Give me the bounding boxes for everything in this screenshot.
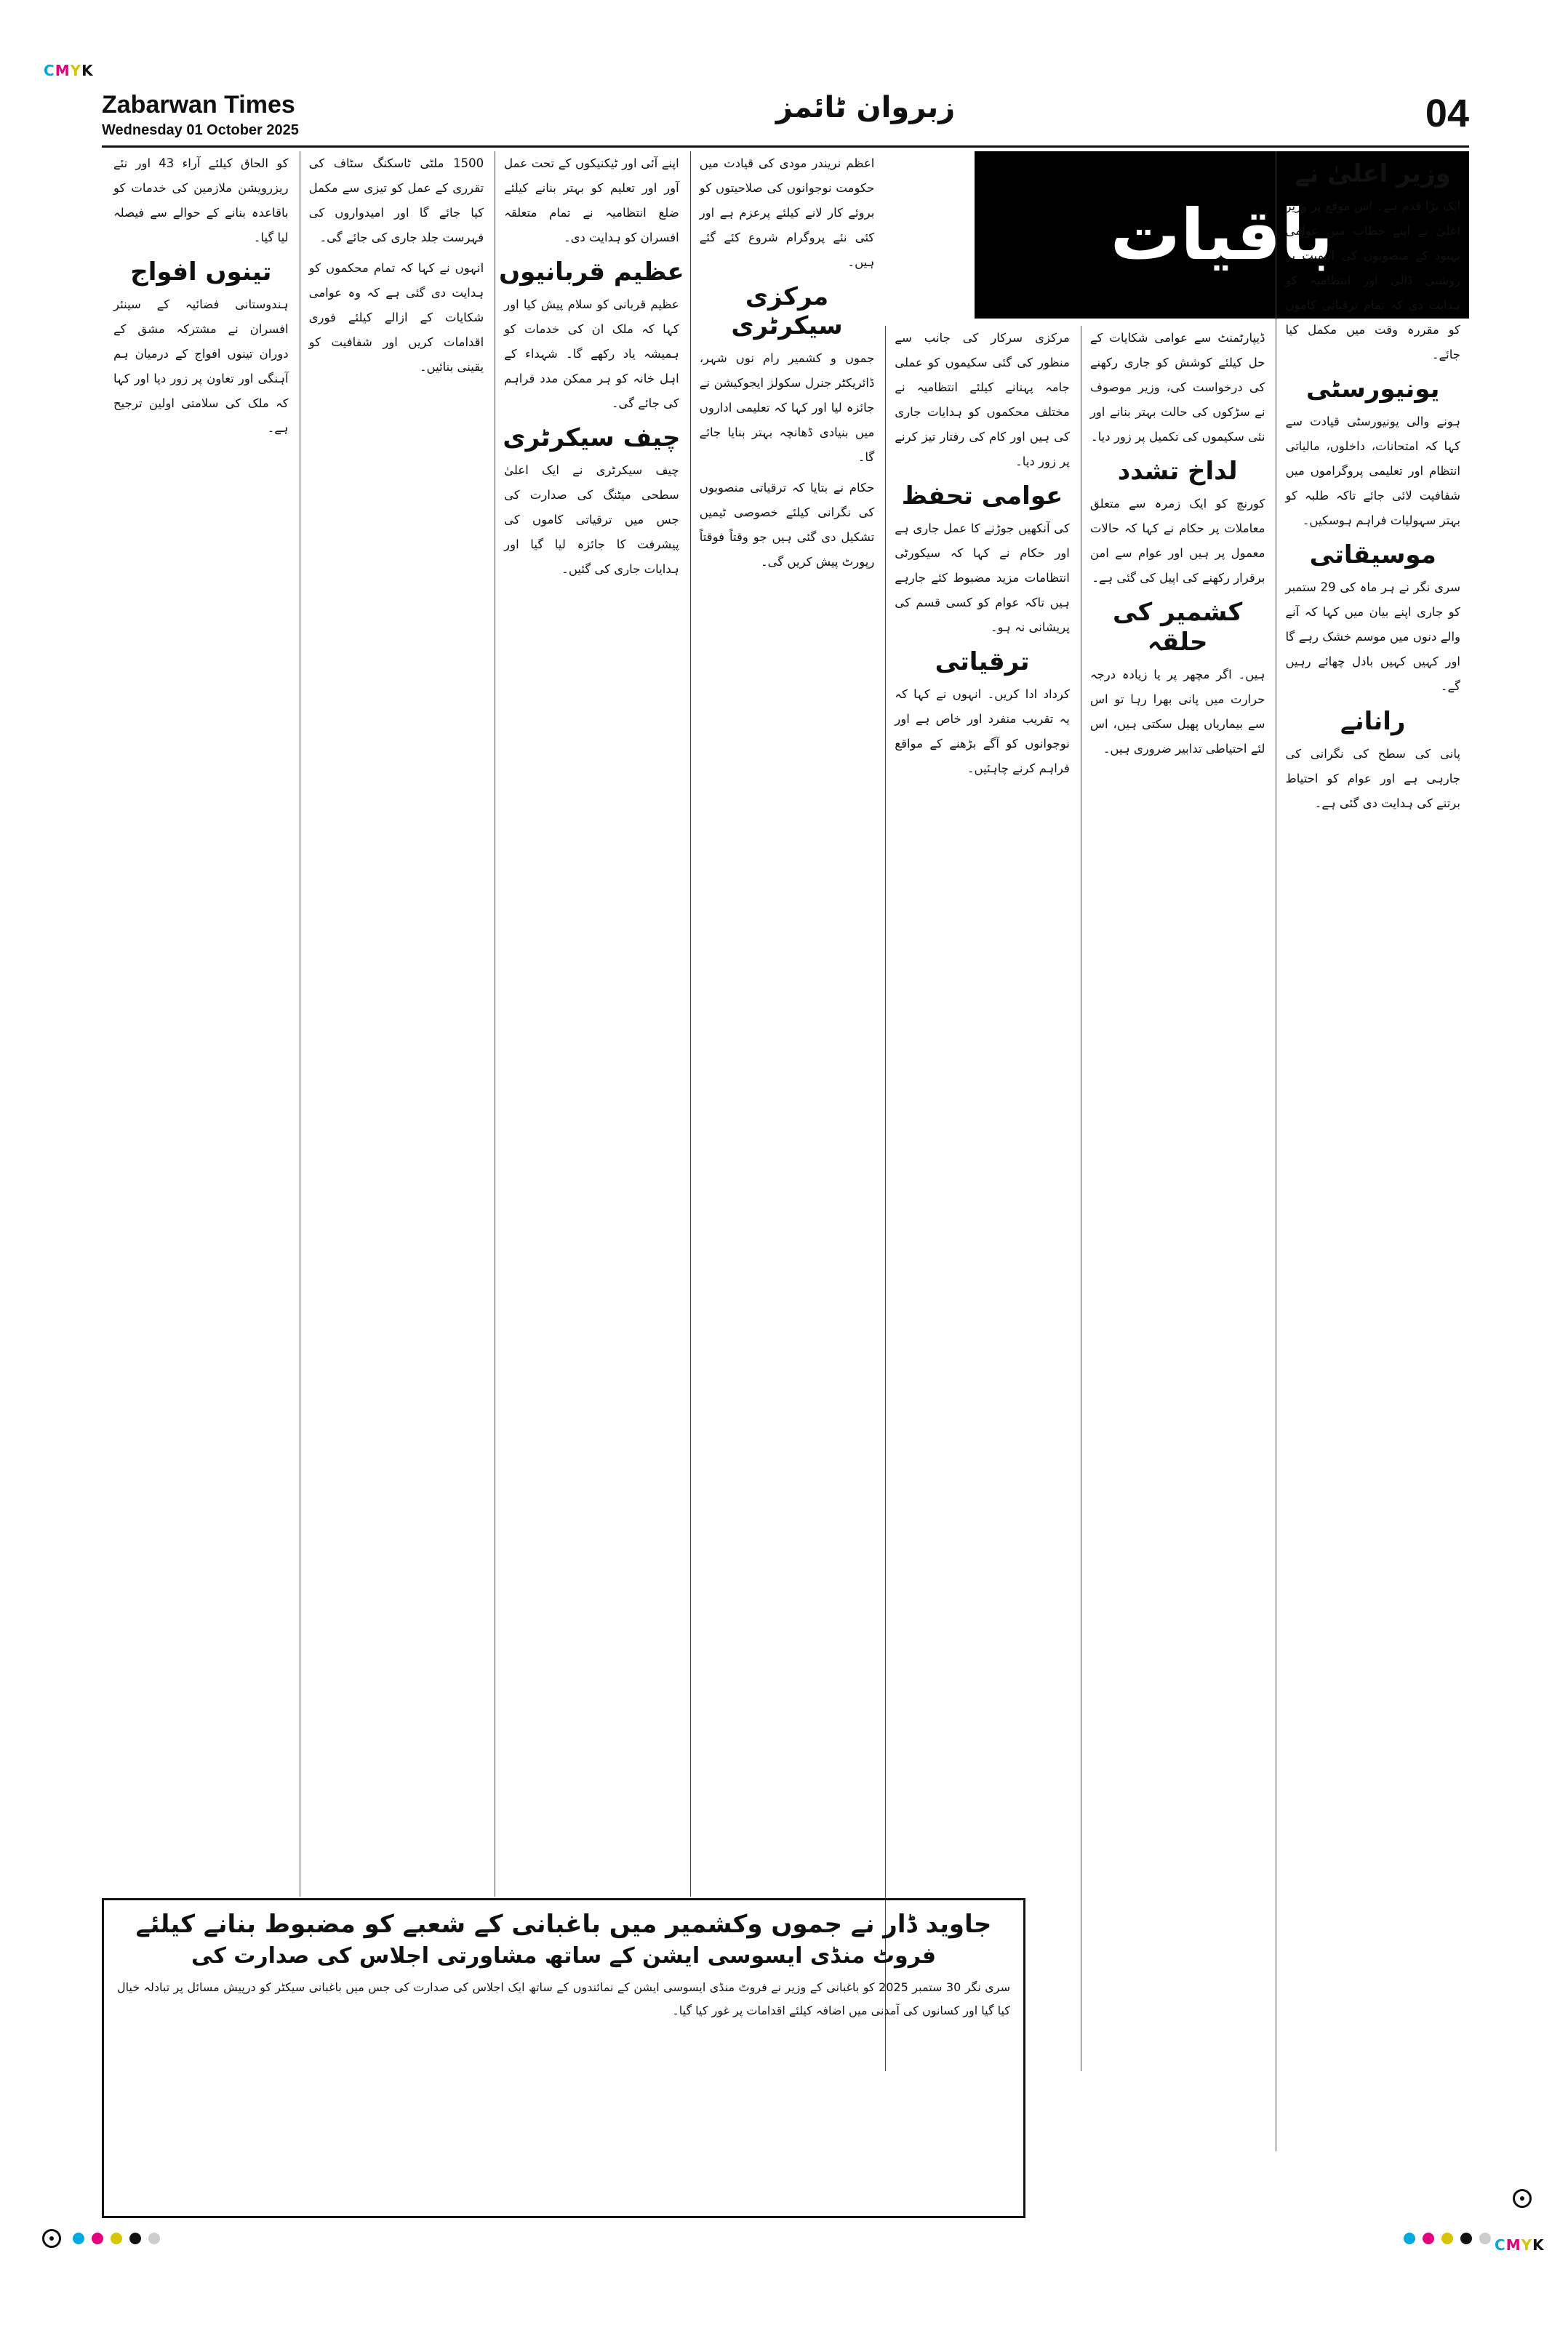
boxed-body: سری نگر 30 ستمبر 2025 کو باغبانی کے وزیر نے فروٹ منڈی ایسوسی ایشن کے نمائندوں کے ساتھ ایک اجلاس کی صدارت کی جس میں باغبانی سیکٹر کو درپیش مسائل پر تبادلہ خیال کیا گیا اور کسانوں کی آمدنی میں اضافہ کیلئے اقدامات پر غور کیا گیا۔: [117, 1980, 1011, 2017]
boxed-article: [102, 1898, 1025, 2218]
article-heading: موسیقاتی: [1309, 540, 1436, 569]
article-text: کورنچ کو ایک زمرہ سے متعلق معاملات پر حکام نے کہا کہ حالات معمول پر ہیں اور عوام سے امن برقرار رکھنے کی اپیل کی گئی ہے۔: [1089, 497, 1265, 585]
article-text: ہیں۔ اگر مچھر پر یا زیادہ درجہ حرارت میں پانی بھرا رہا تو اس سے بیماریاں پھیل سکتی ہیں، اس لئے احتیاطی تدابیر ضروری ہیں۔: [1089, 668, 1265, 756]
article-heading: کشمیر کی حلقہ: [1113, 598, 1243, 657]
article-column: [300, 151, 493, 1897]
color-dots: [73, 2233, 160, 2244]
article-text: پانی کی سطح کی نگرانی کی جارہی ہے اور عوام کو احتیاط برتنے کی ہدایت دی گئی ہے۔: [1285, 747, 1460, 810]
article-text: چیف سیکرٹری نے ایک اعلیٰ سطحی میٹنگ کی صدارت کی جس میں ترقیاتی کاموں کی پیشرفت کا جائزہ لیا گیا اور ہدایات جاری کی گئیں۔: [504, 463, 679, 576]
article-heading: چیف سیکرٹری: [503, 423, 681, 452]
cmyk-y: Y: [1521, 2236, 1533, 2254]
article-text: کو الحاق کیلئے آراء 43 اور نئے ریزرویشن ملازمین کی خدمات کو باقاعدہ بنانے کے حوالے سے فیصلہ لیا گیا۔: [113, 156, 289, 244]
page-content: [102, 151, 1469, 2151]
article-text: مرکزی سرکار کی جانب سے منظور کی گئی سکیموں کو عملی جامہ پہنانے کیلئے انتظامیہ نے مختلف محکموں کو ہدایات جاری کی ہیں اور کام کی رفتار تیز کرنے پر زور دیا۔: [895, 331, 1070, 468]
masthead: [102, 91, 1469, 142]
article-heading: یونیورسٹی: [1306, 375, 1440, 404]
cmyk-c: C: [44, 62, 55, 79]
cmyk-k: K: [81, 62, 94, 79]
article-text: ہندوستانی فضائیہ کے سینئر افسران نے مشترکہ مشق کے دوران تینوں افواج کے درمیان ہم آہنگی اور تعاون پر زور دیا اور کہا کہ ملک کی سلامتی اولین ترجیح ہے۔: [113, 297, 289, 435]
urdu-logo: زبروان ٹائمز: [775, 91, 956, 124]
article-heading: ترقیاتی: [935, 647, 1030, 676]
paper-name: Zabarwan Times: [102, 91, 295, 119]
article-text: سری نگر نے ہر ماہ کی 29 ستمبر کو جاری اپنے بیان میں کہا کہ آنے والے دنوں میں موسم خشک رہے گا اور کہیں کہیں بادل چھائے رہیں گے۔: [1285, 580, 1461, 693]
article-column: [690, 151, 884, 1897]
color-dots: [1404, 2233, 1491, 2244]
article-text: کی آنکھیں جوڑنے کا عمل جاری ہے اور حکام نے کہا کہ سیکورٹی انتظامات مزید مضبوط کئے جارہے ہیں تاکہ عوام کو کسی قسم کی پریشانی نہ ہو۔: [895, 521, 1070, 634]
article-text: حکام نے بتایا کہ ترقیاتی منصوبوں کی نگرانی کیلئے خصوصی ٹیمیں تشکیل دی گئی ہیں جو وقتاً فوقتاً رپورٹ پیش کریں گی۔: [699, 481, 875, 569]
article-column: [1276, 151, 1469, 2151]
cmyk-label-bottom: [1495, 2236, 1545, 2254]
page-number: 04: [1425, 92, 1469, 135]
cmyk-m: M: [1505, 2236, 1521, 2254]
article-text: انہوں نے کہا کہ تمام محکموں کو ہدایت دی گئی ہے کہ وہ عوامی شکایات کے ازالے کیلئے فوری اقدامات کریں اور شفافیت کو یقینی بنائیں۔: [308, 261, 484, 374]
article-heading: تینوں افواج: [130, 257, 272, 287]
article-heading: لداخ تشدد: [1117, 457, 1238, 486]
article-column: [495, 151, 688, 1897]
article-heading: رانانے: [1340, 707, 1406, 736]
section-banner: باقیات: [975, 151, 1469, 319]
article-heading: وزیر اعلیٰ نے: [1295, 159, 1451, 188]
registration-mark-icon: [42, 2229, 61, 2248]
article-text: ہونے والی یونیورسٹی قیادت سے کہا کہ امتحانات، داخلوں، مالیاتی انتظام اور تعلیمی پروگراموں میں شفافیت لائی جائے تاکہ طلبہ کو بہتر سہولیات فراہم ہوسکیں۔: [1285, 415, 1460, 527]
boxed-headline: جاوید ڈار نے جموں وکشمیر میں باغبانی کے شعبے کو مضبوط بنانے کیلئے: [135, 1910, 992, 1939]
cmyk-label: [44, 62, 94, 79]
cmyk-m: M: [55, 62, 71, 79]
cmyk-c: C: [1495, 2236, 1506, 2254]
article-text: اپنے آئی اور ٹیکنیکوں کے تحت عمل آور اور تعلیم کو بہتر بنانے کیلئے ضلع انتظامیہ نے تمام متعلقہ افسران کو ہدایت دی۔: [504, 156, 679, 244]
registration-mark-icon: [1513, 2189, 1532, 2208]
article-column: [105, 151, 297, 1897]
article-text: 1500 ملٹی ٹاسکنگ سٹاف کی تقرری کے عمل کو تیزی سے مکمل کیا جائے گا اور امیدواروں کی فہرست جلد جاری کی جائے گی۔: [308, 156, 484, 244]
issue-date: Wednesday 01 October 2025: [102, 122, 299, 138]
masthead-left: [102, 91, 299, 139]
article-heading: مرکزی سیکرٹری: [731, 282, 843, 340]
masthead-rule: [102, 145, 1469, 148]
article-heading: عظیم قربانیوں: [499, 257, 684, 287]
article-text: جموں و کشمیر رام نوں شہر، ڈائریکٹر جنرل سکولز ایجوکیشن نے جائزہ لیا اور کہا کہ تعلیمی اداروں میں بنیادی ڈھانچہ بہتر بنایا جائے گا۔: [699, 351, 875, 464]
article-heading: عوامی تحفظ: [901, 481, 1063, 511]
article-text: کرداد ادا کریں۔ انہوں نے کہا کہ یہ تقریب منفرد اور خاص ہے اور نوجوانوں کو آگے بڑھنے کے مواقع فراہم کرنے چاہئیں۔: [895, 687, 1070, 775]
cmyk-k: K: [1532, 2236, 1545, 2254]
article-column: [885, 326, 1079, 2071]
article-text: اعظم نریندر مودی کی قیادت میں حکومت نوجوانوں کی صلاحیتوں کو بروئے کار لانے کیلئے پرعزم ہے اور کئی نئے پروگرام شروع کئے گئے ہیں۔: [699, 156, 875, 269]
article-text: ڈیپارٹمنٹ سے عوامی شکایات کے حل کیلئے کوشش کو جاری رکھنے کی درخواست کی، وزیر موصوف نے سڑکوں کی حالت بہتر بنانے اور نئی سکیموں کی تکمیل پر زور دیا۔: [1089, 331, 1265, 444]
article-text: ایک بڑا قدم ہے۔ اس موقع پر وزیر اعلیٰ نے اپنے خطاب میں عوامی بہبود کے منصوبوں کی اہمیت پر روشنی ڈالی اور انتظامیہ کو ہدایت دی کہ تمام ترقیاتی کاموں کو مقررہ وقت میں مکمل کیا جائے۔: [1285, 199, 1460, 361]
article-column: [1081, 326, 1274, 2071]
article-text: عظیم قربانی کو سلام پیش کیا اور کہا کہ ملک ان کی خدمات کو ہمیشہ یاد رکھے گا۔ شہداء کے اہل خانہ کو ہر ممکن مدد فراہم کی جائے گی۔: [504, 297, 679, 410]
cmyk-y: Y: [70, 62, 82, 79]
boxed-subhead: فروٹ منڈی ایسوسی ایشن کے ساتھ مشاورتی اجلاس کی صدارت کی: [191, 1943, 937, 1969]
